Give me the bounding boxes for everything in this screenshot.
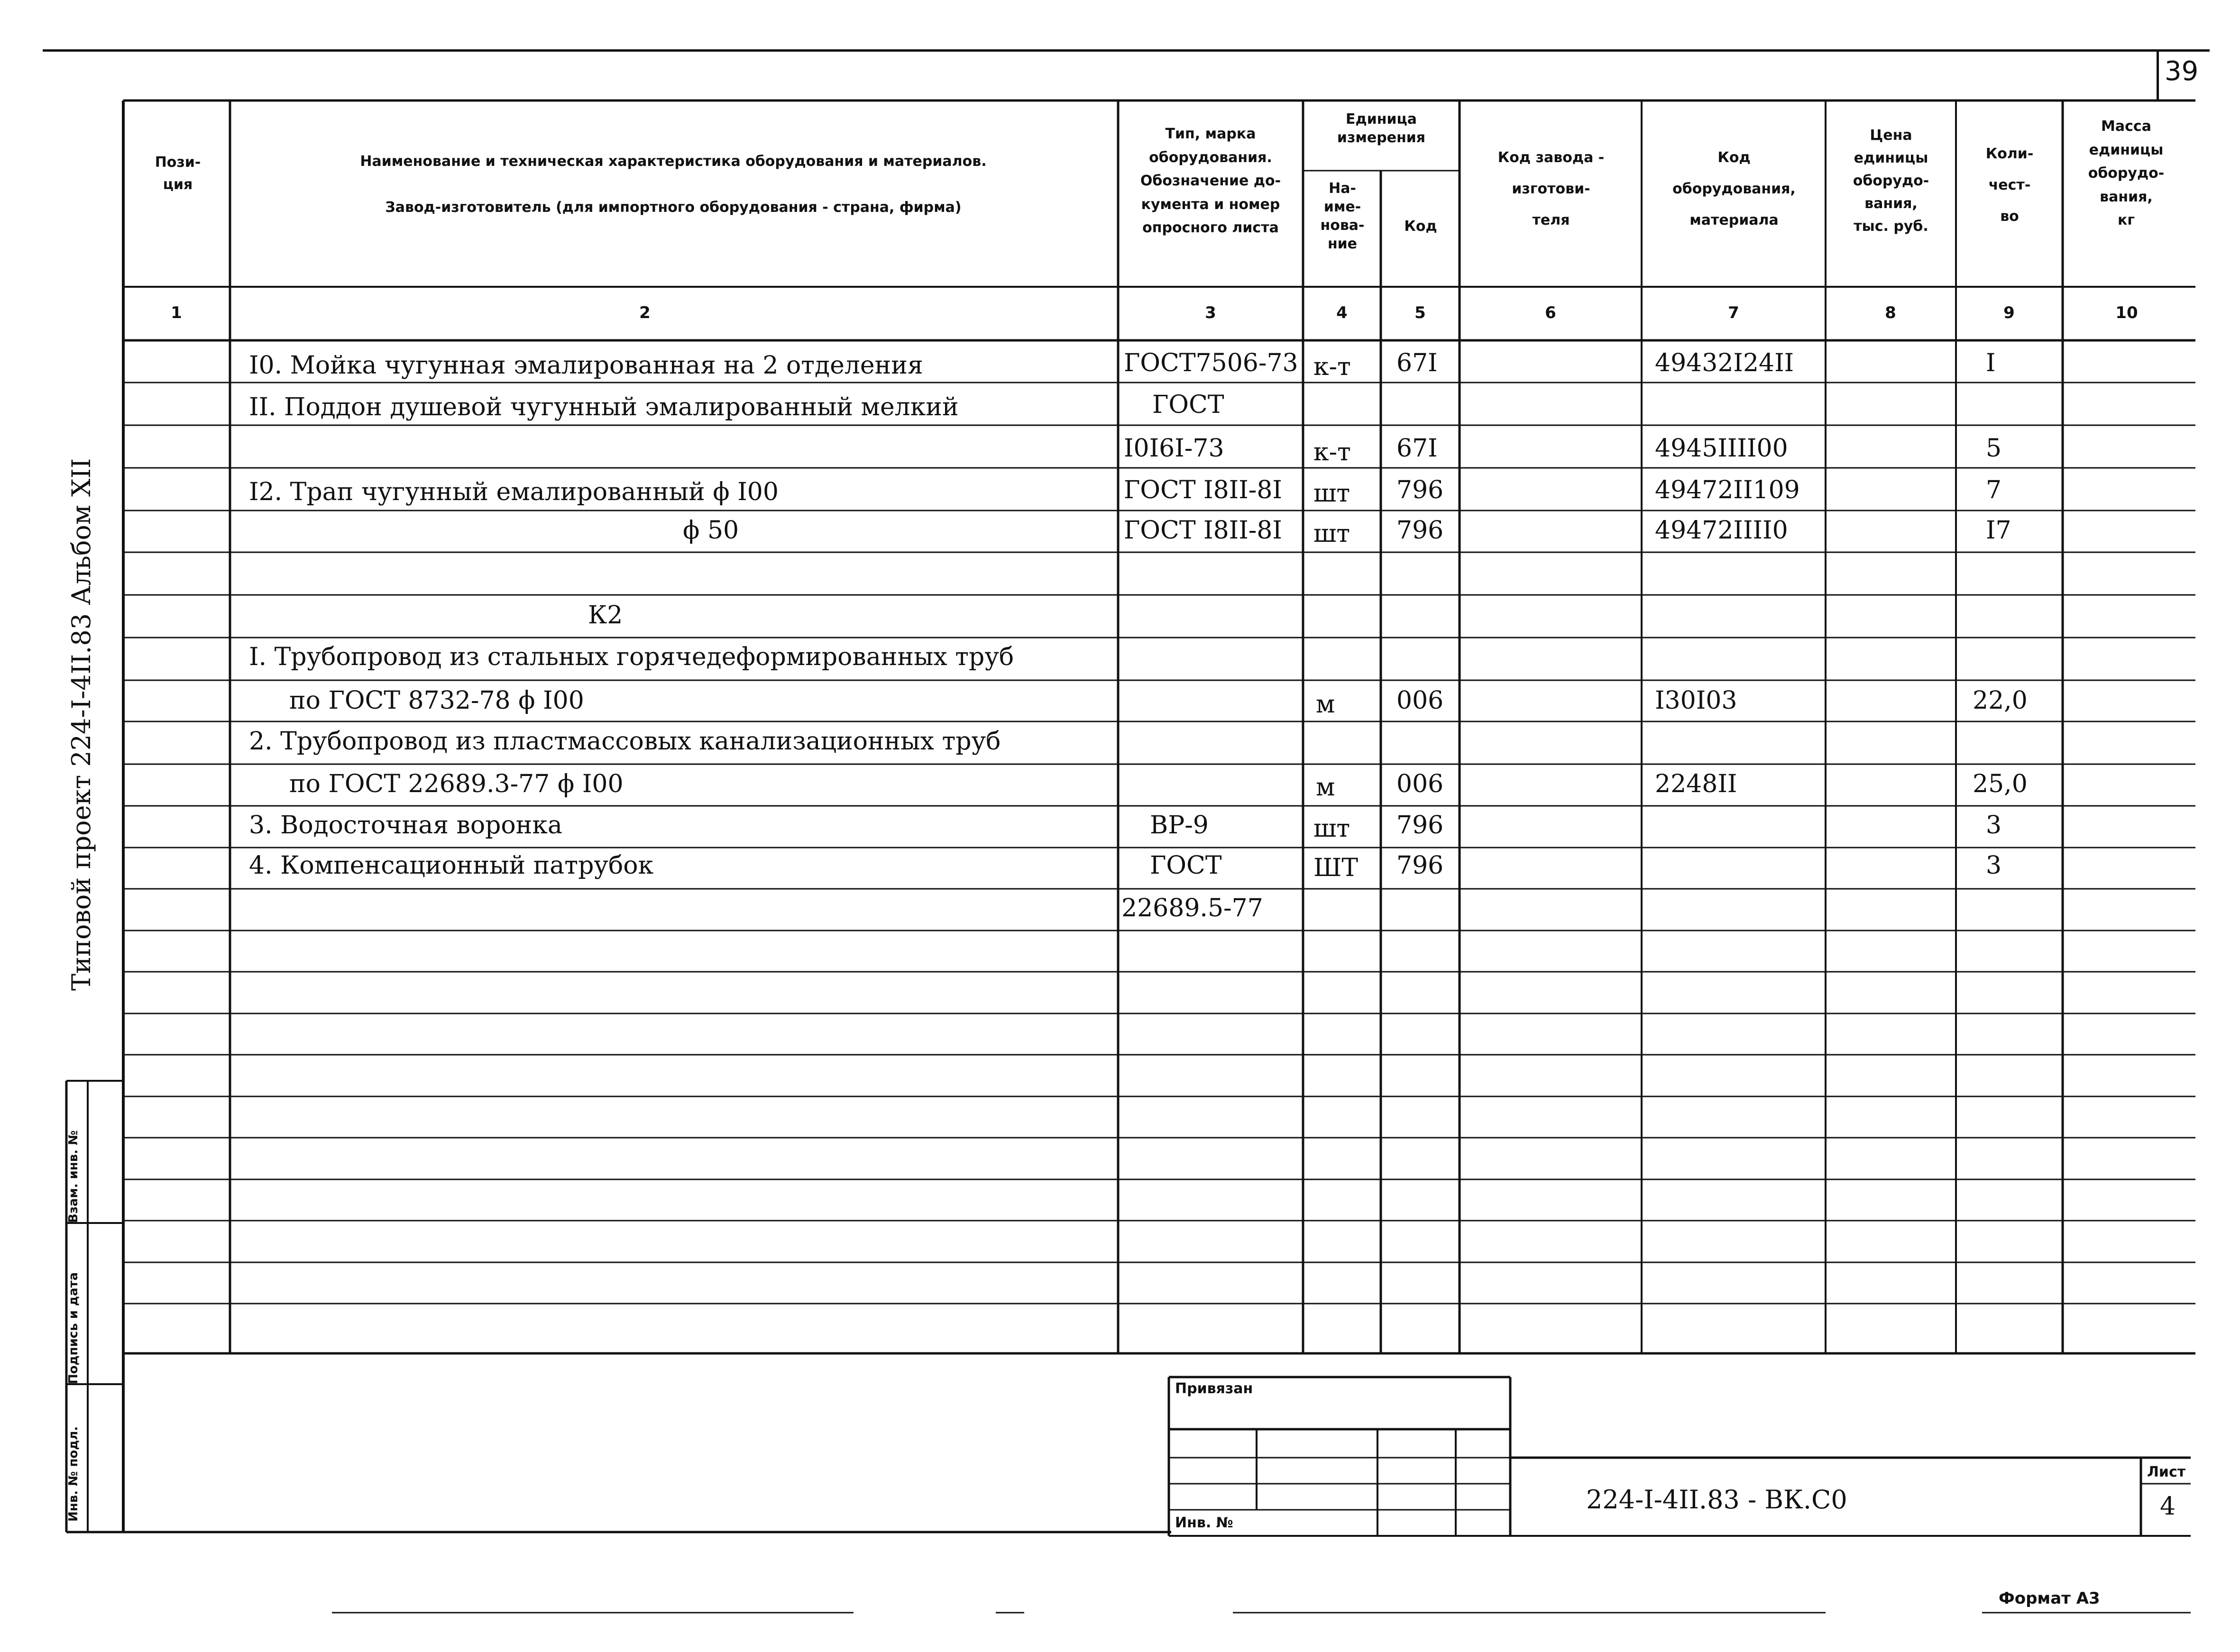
row-10-qty: 25,0 [1973, 770, 2028, 798]
row-11-type: ВР-9 [1150, 811, 1209, 840]
row-2-unit: к-т [1313, 438, 1351, 466]
row-11-qty: 3 [1986, 811, 2002, 840]
document-designation: 224-I-4II.83 - ВК.С0 [1586, 1485, 1847, 1515]
sheet-label: Лист [2147, 1464, 2186, 1480]
row-4-unit: шт [1313, 520, 1350, 548]
row-12-unit: ШТ [1313, 854, 1359, 882]
row-2-type: I0I6I-73 [1124, 434, 1224, 463]
row-12-type: ГОСТ [1150, 851, 1222, 880]
row-12-qty: 3 [1986, 851, 2002, 880]
sheet-number: 4 [2160, 1492, 2176, 1521]
row-12-ucode: 796 [1396, 851, 1444, 880]
side-project-title: Типовой проект 224-I-4II.83 Альбом XII [66, 458, 96, 991]
header-name-line1: Наименование и техническая характеристика оборудования и материалов. [360, 153, 987, 170]
stamp-inv-number: Инв. № [1175, 1515, 1233, 1531]
header-unit-code: Код [1404, 218, 1437, 235]
row-3-code: 49472II109 [1655, 476, 1800, 504]
row-0-name: I0. Мойка чугунная эмалированная на 2 отделения [249, 351, 923, 380]
row-13-type: 22689.5-77 [1121, 894, 1263, 922]
row-3-unit: шт [1313, 479, 1350, 508]
row-12-name: 4. Компенсационный патрубок [249, 851, 654, 880]
row-8-qty: 22,0 [1973, 686, 2028, 715]
row-0-unit: к-т [1313, 353, 1351, 381]
row-11-unit: шт [1313, 814, 1350, 843]
header-mass: Масса единицы оборудо- вания, кг [2088, 118, 2165, 228]
header-price: Цена единицы оборудо- вания, тыс. руб. [1853, 127, 1929, 235]
stamp-privyazan: Привязан [1175, 1380, 1253, 1397]
side-stamp-3: Инв. № подл. [66, 1426, 81, 1522]
row-10-code: 2248II [1655, 770, 1737, 798]
row-8-code: I30I03 [1655, 686, 1737, 715]
side-stamp-1: Взам. инв. № [66, 1130, 81, 1223]
row-2-ucode: 67I [1396, 434, 1438, 463]
col-number-9: 9 [2003, 303, 2015, 322]
col-number-8: 8 [1885, 303, 1896, 322]
header-factory-code: Код завода - изготови- теля [1497, 149, 1605, 228]
row-6-section-title: К2 [588, 601, 623, 630]
col-number-2: 2 [639, 303, 651, 322]
row-7-name: I. Трубопровод из стальных горячедеформированных труб [249, 643, 1014, 671]
row-0-qty: I [1986, 349, 1996, 377]
row-10-unit: м [1316, 773, 1335, 802]
row-3-qty: 7 [1986, 476, 2002, 504]
row-4-type: ГОСТ I8II-8I [1124, 516, 1282, 545]
col-number-1: 1 [171, 303, 182, 322]
row-9-name: 2. Трубопровод из пластмассовых канализационных труб [249, 727, 1001, 756]
side-stamp-2: Подпись и дата [66, 1272, 81, 1384]
row-10-name: по ГОСТ 22689.3-77 ϕ I00 [289, 770, 624, 798]
col-number-10: 10 [2115, 303, 2138, 322]
row-11-ucode: 796 [1396, 811, 1444, 840]
col-number-3: 3 [1205, 303, 1216, 322]
row-4-name: ϕ 50 [683, 516, 739, 545]
row-2-code: 4945IIII00 [1655, 434, 1788, 463]
row-8-ucode: 006 [1396, 686, 1444, 715]
header-unit-name: На- име- нова- ние [1320, 180, 1365, 252]
col-number-4: 4 [1336, 303, 1348, 322]
col-number-6: 6 [1545, 303, 1556, 322]
header-unit: Единица измерения [1337, 111, 1426, 146]
col-number-7: 7 [1728, 303, 1739, 322]
row-0-ucode: 67I [1396, 349, 1438, 377]
row-0-type: ГОСТ7506-73 [1124, 349, 1298, 377]
row-0-code: 49432I24II [1655, 349, 1794, 377]
row-3-ucode: 796 [1396, 476, 1444, 504]
row-11-name: 3. Водосточная воронка [249, 811, 562, 840]
row-4-qty: I7 [1986, 516, 2011, 545]
header-type: Тип, марка оборудования. Обозначение до- кумента и номер опросного листа [1140, 126, 1281, 236]
row-3-type: ГОСТ I8II-8I [1124, 476, 1282, 504]
row-1-type: ГОСТ [1152, 391, 1224, 419]
row-3-name: I2. Трап чугунный емалированный ϕ I00 [249, 478, 779, 506]
col-number-5: 5 [1414, 303, 1426, 322]
row-1-name: II. Поддон душевой чугунный эмалированный мелкий [249, 393, 959, 421]
row-4-ucode: 796 [1396, 516, 1444, 545]
page-number: 39 [2165, 56, 2199, 87]
row-8-unit: м [1316, 690, 1335, 719]
header-equipment-code: Код оборудования, материала [1672, 149, 1796, 228]
row-2-qty: 5 [1986, 434, 2002, 463]
paper-format: Формат А3 [1999, 1589, 2100, 1608]
header-position: Пози- ция [155, 154, 201, 193]
header-quantity: Коли- чест- во [1985, 146, 2034, 225]
row-4-code: 49472IIII0 [1655, 516, 1788, 545]
row-8-name: по ГОСТ 8732-78 ϕ I00 [289, 686, 584, 715]
header-name-line2: Завод-изготовитель (для импортного оборудования - страна, фирма) [385, 199, 962, 216]
row-10-ucode: 006 [1396, 770, 1444, 798]
